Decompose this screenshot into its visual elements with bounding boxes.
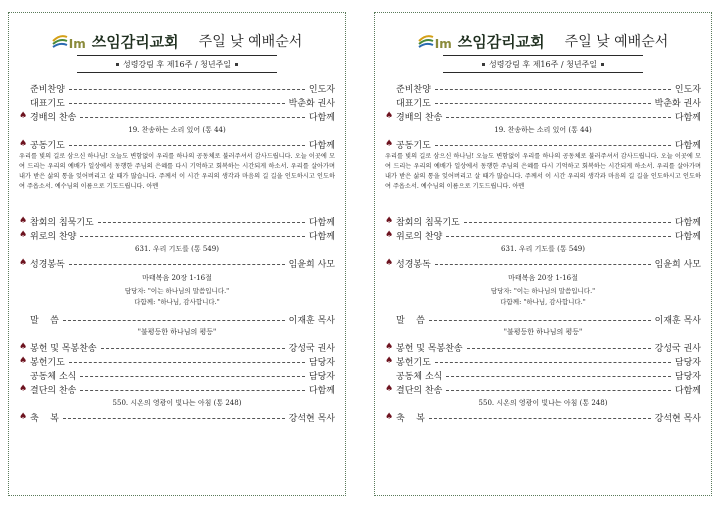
item-label: 봉헌 및 목봉찬송 <box>30 343 97 354</box>
subtitle: 성령강림 후 제16주 / 청년주일 <box>488 59 598 69</box>
spade-icon: ♠ <box>385 230 394 240</box>
item-label: 봉헌기도 <box>396 357 431 368</box>
order-item <box>385 81 701 95</box>
order-item <box>19 312 335 326</box>
item-label: 경배의 찬송 <box>396 112 443 123</box>
hymn-number: 631. 우리 기도를 (통 549) <box>501 245 585 253</box>
bulletin-panel-left <box>8 12 346 496</box>
response-all: 다함께: "하나님, 감사합니다." <box>500 298 586 306</box>
leader-dashes <box>80 390 305 391</box>
item-person: 이재훈 목사 <box>288 315 335 326</box>
item-person: 임윤희 사모 <box>288 259 335 270</box>
order-item <box>385 228 701 242</box>
leader-dashes <box>446 117 671 118</box>
item-label: 말 씀 <box>30 315 59 326</box>
spade-icon: ♠ <box>19 384 28 394</box>
item-person: 다함께 <box>308 112 335 123</box>
item-label: 결단의 찬송 <box>396 385 443 396</box>
subtitle-bar <box>443 55 643 73</box>
leader-dashes <box>80 117 305 118</box>
item-person: 다함께 <box>674 112 701 123</box>
item-label: 대표기도 <box>396 98 431 109</box>
sermon-title: "불평등한 하나님의 평등" <box>503 328 583 336</box>
leader-dashes <box>435 145 671 146</box>
item-label: 봉헌 및 목봉찬송 <box>396 343 463 354</box>
leader-dashes <box>101 348 285 349</box>
leader-dashes <box>435 264 651 265</box>
order-item <box>385 137 701 151</box>
leader-dashes <box>467 348 651 349</box>
item-label: 대표기도 <box>30 98 65 109</box>
order-item <box>385 312 701 326</box>
spade-icon: ♠ <box>19 356 28 366</box>
item-person: 인도자 <box>674 84 701 95</box>
leader-dashes <box>98 222 305 223</box>
response-leader: 담당자: "이는 하나님의 말씀입니다." <box>124 287 230 295</box>
order-of-worship <box>385 81 701 424</box>
prayer-text: 우리를 빛의 길로 삼으신 하나님! 오늘도 변함없이 우리를 하나의 공동체로 불러주셔서 감사드립니다. 오늘 이곳에 모여 드리는 우리의 예배가 일상에서 동행한 주님의 은혜를 다시 기억하고 회복하는 시간되게 하소서. 우리를 살아가며 내가 받은 삶의 통을 잊어버리고 살 때가 많습니다. 주께서 이 시간 우리의 생각과 마음의 길 길을 인도하시고 인도하여 주옵소서. 예수님의 이름으로 기도드립니다. 아멘 <box>19 153 335 190</box>
spade-icon: ♠ <box>385 216 394 226</box>
leader-dashes <box>446 236 671 237</box>
item-person: 다함께 <box>308 217 335 228</box>
spade-icon: ♠ <box>385 111 394 121</box>
item-person: 이재훈 목사 <box>654 315 701 326</box>
square-bullet-icon <box>116 63 119 66</box>
leader-dashes <box>69 362 305 363</box>
bulletin-header <box>385 21 701 51</box>
item-label: 축 복 <box>396 413 425 424</box>
item-label: 축 복 <box>30 413 59 424</box>
spade-icon: ♠ <box>385 342 394 352</box>
hymn-number: 550. 시온의 영광이 빛나는 아침 (통 248) <box>478 399 608 407</box>
order-item <box>385 368 701 382</box>
item-label: 성경봉독 <box>30 259 65 270</box>
item-label: 준비찬양 <box>30 84 65 95</box>
spade-icon: ♠ <box>19 139 28 149</box>
spade-icon: ♠ <box>385 384 394 394</box>
spade-icon: ♠ <box>19 342 28 352</box>
item-person: 다함께 <box>674 217 701 228</box>
sermon-title: "불평등한 하나님의 평등" <box>137 328 217 336</box>
response-leader: 담당자: "이는 하나님의 말씀입니다." <box>490 287 596 295</box>
order-item <box>385 382 701 396</box>
spade-icon: ♠ <box>19 412 28 422</box>
item-person: 담당자 <box>308 371 335 382</box>
leader-dashes <box>69 145 305 146</box>
square-bullet-icon <box>235 63 238 66</box>
item-person: 다함께 <box>308 140 335 151</box>
item-label: 참회의 침묵기도 <box>30 217 94 228</box>
item-person: 박춘화 권사 <box>654 98 701 109</box>
spade-icon: ♠ <box>19 258 28 268</box>
item-label: 공동기도 <box>30 140 65 151</box>
spade-icon: ♠ <box>19 230 28 240</box>
item-person: 강성국 권사 <box>288 343 335 354</box>
item-person: 다함께 <box>308 231 335 242</box>
item-label: 결단의 찬송 <box>30 385 77 396</box>
subtitle-bar <box>77 55 277 73</box>
order-item <box>19 109 335 123</box>
item-person: 인도자 <box>308 84 335 95</box>
leader-dashes <box>80 376 305 377</box>
logo-text: Im <box>434 37 452 51</box>
subtitle: 성령강림 후 제16주 / 청년주일 <box>122 59 232 69</box>
leader-dashes <box>435 362 671 363</box>
order-item <box>19 81 335 95</box>
leader-dashes <box>69 89 305 90</box>
order-item <box>385 256 701 270</box>
order-item <box>385 95 701 109</box>
item-label: 경배의 찬송 <box>30 112 77 123</box>
service-title: 주일 낮 예배순서 <box>198 34 303 50</box>
item-person: 담당자 <box>308 357 335 368</box>
leader-dashes <box>446 376 671 377</box>
leader-dashes <box>80 236 305 237</box>
item-person: 다함께 <box>674 385 701 396</box>
order-item <box>19 95 335 109</box>
leader-dashes <box>69 103 285 104</box>
bulletin-header <box>19 21 335 51</box>
leader-dashes <box>435 89 671 90</box>
order-item <box>19 256 335 270</box>
square-bullet-icon <box>601 63 604 66</box>
order-item <box>19 214 335 228</box>
leader-dashes <box>435 103 651 104</box>
item-label: 봉헌기도 <box>30 357 65 368</box>
item-label: 공동기도 <box>396 140 431 151</box>
item-person: 담당자 <box>674 357 701 368</box>
item-person: 다함께 <box>674 231 701 242</box>
hymn-number: 550. 시온의 영광이 빛나는 아침 (통 248) <box>112 399 242 407</box>
item-person: 박춘화 권사 <box>288 98 335 109</box>
order-item <box>19 382 335 396</box>
prayer-text: 우리를 빛의 길로 삼으신 하나님! 오늘도 변함없이 우리를 하나의 공동체로 불러주셔서 감사드립니다. 오늘 이곳에 모여 드리는 우리의 예배가 일상에서 동행한 주님의 은혜를 다시 기억하고 회복하는 시간되게 하소서. 우리를 살아가며 내가 받은 삶의 통을 잊어버리고 살 때가 많습니다. 주께서 이 시간 우리의 생각과 마음의 길 길을 인도하시고 인도하여 주옵소서. 예수님의 이름으로 기도드립니다. 아멘 <box>385 153 701 190</box>
leader-dashes <box>63 320 285 321</box>
item-person: 담당자 <box>674 371 701 382</box>
leader-dashes <box>446 390 671 391</box>
order-of-worship <box>19 81 335 424</box>
item-person: 강석현 목사 <box>288 413 335 424</box>
leader-dashes <box>429 320 651 321</box>
order-item <box>385 214 701 228</box>
scripture-reference: 마태복음 20장 1-16절 <box>508 274 578 282</box>
leader-dashes <box>429 418 651 419</box>
order-item <box>385 340 701 354</box>
response-all: 다함께: "하나님, 감사합니다." <box>134 298 220 306</box>
bulletin-panel-right <box>374 12 712 496</box>
order-item <box>19 410 335 424</box>
order-item <box>19 137 335 151</box>
swoosh-logo-icon <box>418 31 434 51</box>
order-item <box>19 340 335 354</box>
church-name: 쓰임감리교회 <box>91 33 179 51</box>
scripture-reference: 마태복음 20장 1-16절 <box>142 274 212 282</box>
spade-icon: ♠ <box>385 139 394 149</box>
church-logo <box>418 31 452 51</box>
item-label: 준비찬양 <box>396 84 431 95</box>
order-item <box>19 228 335 242</box>
order-item <box>385 354 701 368</box>
item-label: 공동체 소식 <box>30 371 77 382</box>
spade-icon: ♠ <box>385 258 394 268</box>
hymn-number: 19. 찬송하는 소리 있어 (통 44) <box>494 126 592 134</box>
item-person: 다함께 <box>674 140 701 151</box>
leader-dashes <box>464 222 671 223</box>
hymn-number: 631. 우리 기도를 (통 549) <box>135 245 219 253</box>
order-item <box>385 109 701 123</box>
item-person: 강성국 권사 <box>654 343 701 354</box>
item-label: 참회의 침묵기도 <box>396 217 460 228</box>
logo-text: Im <box>68 37 86 51</box>
church-name: 쓰임감리교회 <box>457 33 545 51</box>
spade-icon: ♠ <box>385 412 394 422</box>
order-item <box>19 368 335 382</box>
swoosh-logo-icon <box>52 31 68 51</box>
spade-icon: ♠ <box>19 216 28 226</box>
church-logo <box>52 31 86 51</box>
square-bullet-icon <box>482 63 485 66</box>
item-person: 다함께 <box>308 385 335 396</box>
item-person: 강석현 목사 <box>654 413 701 424</box>
item-label: 위로의 찬양 <box>30 231 77 242</box>
order-item <box>19 354 335 368</box>
spade-icon: ♠ <box>19 111 28 121</box>
leader-dashes <box>69 264 285 265</box>
leader-dashes <box>63 418 285 419</box>
hymn-number: 19. 찬송하는 소리 있어 (통 44) <box>128 126 226 134</box>
item-person: 임윤희 사모 <box>654 259 701 270</box>
spade-icon: ♠ <box>385 356 394 366</box>
item-label: 말 씀 <box>396 315 425 326</box>
order-item <box>385 410 701 424</box>
item-label: 성경봉독 <box>396 259 431 270</box>
item-label: 위로의 찬양 <box>396 231 443 242</box>
service-title: 주일 낮 예배순서 <box>564 34 669 50</box>
item-label: 공동체 소식 <box>396 371 443 382</box>
